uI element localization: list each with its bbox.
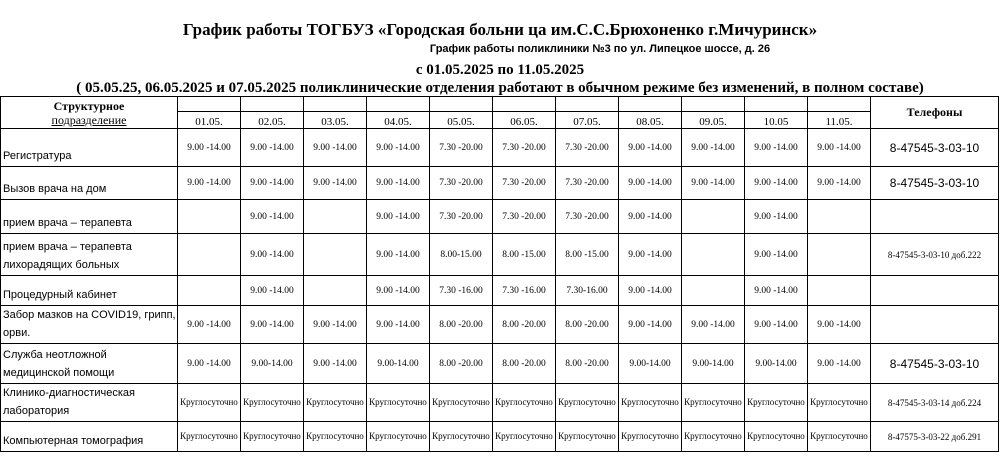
period-heading: с 01.05.2025 по 11.05.2025: [415, 62, 585, 78]
schedule-cell: 9.00 -14.00: [367, 167, 430, 200]
table-row: [1, 200, 999, 234]
schedule-cell: 9.00 -14.00: [619, 200, 682, 234]
schedule-cell: Круглосуточно: [682, 422, 745, 452]
schedule-cell: 9.00-14.00: [367, 344, 430, 384]
header-date: 08.05.: [619, 112, 682, 129]
header-spacer: [367, 97, 430, 112]
schedule-cell: [682, 234, 745, 276]
schedule-cell: 7.30 -20.00: [556, 200, 619, 234]
header-spacer: [178, 97, 241, 112]
department-name: Компьютерная томография: [1, 422, 178, 452]
schedule-cell: [178, 234, 241, 276]
schedule-cell: 9.00 -14.00: [808, 306, 871, 344]
schedule-cell: [178, 200, 241, 234]
schedule-cell: Круглосуточно: [745, 422, 808, 452]
schedule-cell: 9.00 -14.00: [241, 306, 304, 344]
schedule-cell: Круглосуточно: [304, 384, 367, 422]
phone-number: 8-47545-3-03-10: [871, 167, 999, 200]
schedule-cell: 9.00-14.00: [682, 344, 745, 384]
header-date: 06.05.: [493, 112, 556, 129]
header-department-line2: подразделение: [51, 112, 127, 127]
header-date: 05.05.: [430, 112, 493, 129]
schedule-cell: 9.00 -14.00: [745, 167, 808, 200]
schedule-cell: Круглосуточно: [682, 384, 745, 422]
page-subtitle: График работы поликлиники №3 по ул. Липецкое шоссе, д. 26: [429, 43, 771, 55]
table-row: [1, 129, 999, 167]
schedule-cell: Круглосуточно: [430, 422, 493, 452]
schedule-cell: 9.00 -14.00: [619, 306, 682, 344]
table-row: [1, 276, 999, 306]
schedule-cell: [808, 234, 871, 276]
schedule-cell: Круглосуточно: [745, 384, 808, 422]
schedule-cell: 8.00 -20.00: [430, 344, 493, 384]
schedule-cell: 9.00 -14.00: [682, 306, 745, 344]
schedule-cell: 9.00 -14.00: [367, 200, 430, 234]
table-row: [1, 167, 999, 200]
department-name: Вызов врача на дом: [1, 167, 178, 200]
schedule-cell: [304, 234, 367, 276]
schedule-cell: 9.00 -14.00: [241, 276, 304, 306]
schedule-cell: 8.00 -20.00: [493, 306, 556, 344]
department-name: прием врача – терапевта: [1, 200, 178, 234]
schedule-cell: 9.00 -14.00: [808, 344, 871, 384]
phone-number: 8-47575-3-03-22 доб.291: [871, 422, 999, 452]
schedule-cell: Круглосуточно: [619, 384, 682, 422]
schedule-cell: 9.00 -14.00: [241, 234, 304, 276]
schedule-cell: 8.00 -20.00: [556, 306, 619, 344]
table-row: [1, 422, 999, 452]
schedule-cell: 7.30 -20.00: [493, 167, 556, 200]
header-spacer: [304, 97, 367, 112]
schedule-cell: 9.00 -14.00: [367, 129, 430, 167]
header-phones: Телефоны: [871, 97, 999, 129]
schedule-cell: 9.00 -14.00: [619, 276, 682, 306]
schedule-cell: [808, 276, 871, 306]
schedule-cell: 7.30 -16.00: [430, 276, 493, 306]
schedule-cell: 9.00 -14.00: [745, 276, 808, 306]
schedule-cell: 7.30 -20.00: [556, 129, 619, 167]
schedule-cell: 9.00 -14.00: [304, 344, 367, 384]
schedule-cell: 8.00 -20.00: [556, 344, 619, 384]
schedule-cell: 9.00 -14.00: [745, 234, 808, 276]
schedule-cell: 8.00 -15.00: [556, 234, 619, 276]
schedule-cell: 9.00 -14.00: [619, 167, 682, 200]
phone-number: 8-47545-3-03-10: [871, 344, 999, 384]
table-row: [1, 306, 999, 344]
schedule-cell: 9.00 -14.00: [367, 276, 430, 306]
header-date: 09.05.: [682, 112, 745, 129]
schedule-cell: Круглосуточно: [556, 384, 619, 422]
schedule-cell: Круглосуточно: [556, 422, 619, 452]
schedule-cell: [682, 276, 745, 306]
phone-number: 8-47545-3-03-10 доб.222: [871, 234, 999, 276]
phone-number: [871, 200, 999, 234]
schedule-cell: Круглосуточно: [493, 384, 556, 422]
schedule-cell: 8.00 -15.00: [493, 234, 556, 276]
header-spacer: [493, 97, 556, 112]
schedule-cell: 9.00 -14.00: [619, 234, 682, 276]
schedule-cell: Круглосуточно: [241, 384, 304, 422]
header-date: 07.05.: [556, 112, 619, 129]
schedule-cell: 7.30 -20.00: [493, 129, 556, 167]
schedule-cell: 9.00 -14.00: [241, 200, 304, 234]
schedule-cell: 9.00-14.00: [241, 344, 304, 384]
header-department: [1, 97, 178, 129]
header-date: 01.05.: [178, 112, 241, 129]
phone-number: 8-47545-3-03-14 доб.224: [871, 384, 999, 422]
schedule-cell: 9.00 -14.00: [367, 234, 430, 276]
schedule-cell: 9.00-14.00: [619, 344, 682, 384]
schedule-cell: 7.30-16.00: [556, 276, 619, 306]
schedule-cell: 8.00 -20.00: [493, 344, 556, 384]
schedule-cell: 9.00 -14.00: [682, 167, 745, 200]
department-name: Забор мазков на COVID19, грипп, орви.: [1, 306, 178, 344]
schedule-cell: Круглосуточно: [430, 384, 493, 422]
schedule-cell: 7.30 -20.00: [493, 200, 556, 234]
schedule-cell: Круглосуточно: [241, 422, 304, 452]
schedule-table: [0, 96, 999, 452]
schedule-cell: 9.00 -14.00: [745, 306, 808, 344]
table-row: [1, 344, 999, 384]
schedule-cell: 9.00 -14.00: [367, 306, 430, 344]
department-name: Клинико-диагностическая лаборатория: [1, 384, 178, 422]
header-date: 10.05: [745, 112, 808, 129]
schedule-cell: 9.00 -14.00: [808, 129, 871, 167]
table-row: [1, 234, 999, 276]
schedule-cell: 9.00 -14.00: [304, 306, 367, 344]
header-spacer: [241, 97, 304, 112]
schedule-cell: 9.00 -14.00: [178, 306, 241, 344]
department-name: Процедурный кабинет: [1, 276, 178, 306]
header-row-top: [1, 97, 999, 112]
schedule-cell: Круглосуточно: [493, 422, 556, 452]
schedule-note: ( 05.05.25, 06.05.2025 и 07.05.2025 поликлинические отделения работают в обычном режиме без изменений, в полном составе): [76, 80, 924, 96]
phone-number: [871, 276, 999, 306]
schedule-cell: 9.00 -14.00: [304, 167, 367, 200]
schedule-cell: 9.00 -14.00: [745, 129, 808, 167]
schedule-cell: 9.00 -14.00: [619, 129, 682, 167]
schedule-cell: 8.00-15.00: [430, 234, 493, 276]
page-title: График работы ТОГБУЗ «Городская больни ца им.С.С.Брюхоненко г.Мичуринск»: [182, 20, 818, 39]
header-spacer: [808, 97, 871, 112]
schedule-cell: Круглосуточно: [808, 384, 871, 422]
schedule-cell: [178, 276, 241, 306]
schedule-cell: Круглосуточно: [367, 384, 430, 422]
header-spacer: [619, 97, 682, 112]
schedule-cell: 7.30 -16.00: [493, 276, 556, 306]
header-date: 03.05.: [304, 112, 367, 129]
schedule-cell: Круглосуточно: [367, 422, 430, 452]
department-name: Регистратура: [1, 129, 178, 167]
schedule-cell: 9.00 -14.00: [682, 129, 745, 167]
schedule-cell: [304, 276, 367, 306]
schedule-cell: Круглосуточно: [178, 422, 241, 452]
table-row: [1, 384, 999, 422]
schedule-cell: 9.00-14.00: [745, 344, 808, 384]
schedule-cell: Круглосуточно: [619, 422, 682, 452]
phone-number: 8-47545-3-03-10: [871, 129, 999, 167]
schedule-cell: 7.30 -20.00: [556, 167, 619, 200]
schedule-cell: 9.00 -14.00: [178, 344, 241, 384]
schedule-cell: 7.30 -20.00: [430, 129, 493, 167]
schedule-cell: 9.00 -14.00: [304, 129, 367, 167]
schedule-cell: 9.00 -14.00: [178, 129, 241, 167]
department-name: Служба неотложной медицинской помощи: [1, 344, 178, 384]
header-department-line1: Структурное: [53, 98, 125, 113]
header-spacer: [745, 97, 808, 112]
department-name: прием врача – терапевта лихорадящих больных: [1, 234, 178, 276]
schedule-cell: 9.00 -14.00: [241, 167, 304, 200]
schedule-cell: 9.00 -14.00: [745, 200, 808, 234]
header-spacer: [556, 97, 619, 112]
header-date: 11.05.: [808, 112, 871, 129]
header-spacer: [430, 97, 493, 112]
schedule-cell: 7.30 -20.00: [430, 200, 493, 234]
schedule-cell: 8.00 -20.00: [430, 306, 493, 344]
schedule-cell: Круглосуточно: [178, 384, 241, 422]
schedule-cell: 9.00 -14.00: [178, 167, 241, 200]
schedule-cell: Круглосуточно: [304, 422, 367, 452]
schedule-cell: [682, 200, 745, 234]
schedule-cell: 7.30 -20.00: [430, 167, 493, 200]
schedule-table-header: [1, 97, 999, 129]
schedule-cell: 9.00 -14.00: [808, 167, 871, 200]
header-date: 02.05.: [241, 112, 304, 129]
schedule-cell: 9.00 -14.00: [241, 129, 304, 167]
schedule-cell: [808, 200, 871, 234]
header-date: 04.05.: [367, 112, 430, 129]
schedule-table-body: [1, 129, 999, 452]
schedule-cell: Круглосуточно: [808, 422, 871, 452]
header-spacer: [682, 97, 745, 112]
phone-number: [871, 306, 999, 344]
schedule-cell: [304, 200, 367, 234]
